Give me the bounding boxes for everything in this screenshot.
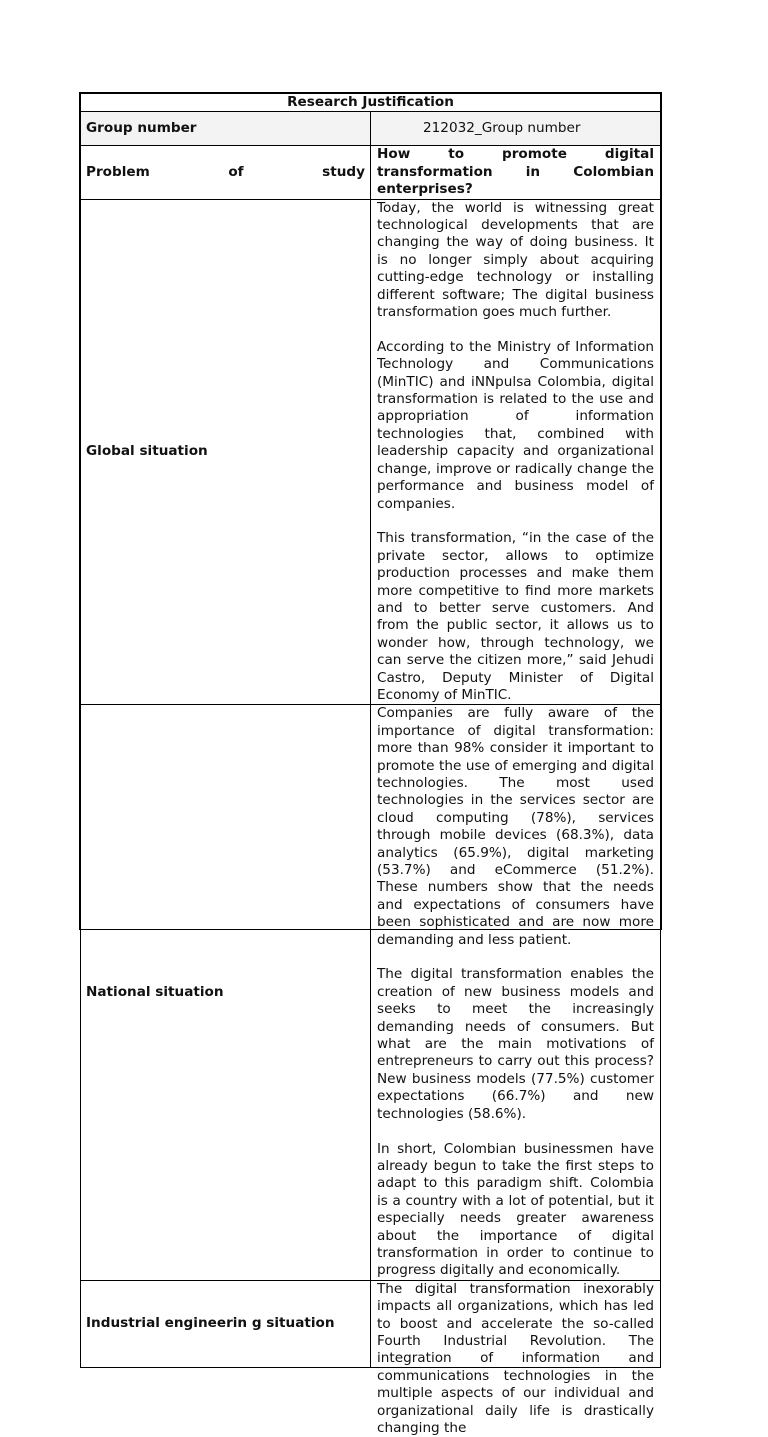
group-value: 212032_Group number	[371, 112, 661, 146]
national-paragraph: The digital transformation enables the creation of new business models and seeks to meet the increasingly demanding needs of consumers. But what are the main motivations of entrepreneurs to carry out this process? New business models (77.5%) customer expectations (66.7%) and new technologies (58.6%).	[377, 966, 654, 1122]
global-content	[371, 199, 661, 705]
global-paragraph: This transformation, “in the case of the private sector, allows to optimize production processes and make them more competitive to find more markets and to better serve customers. And from the public sector, it allows us to wonder how, through technology, we can serve the citizen more,” said Jehudi Castro, Deputy Minister of Digital Economy of MinTIC.	[377, 530, 654, 703]
global-row	[81, 199, 661, 705]
group-label: Group number	[81, 112, 371, 146]
justification-table	[80, 93, 661, 1436]
national-content	[371, 705, 661, 1280]
national-paragraph: In short, Colombian businessmen have already begun to take the first steps to adapt to this paradigm shift. Colombia is a country with a lot of potential, but it especially needs greater awareness about the importance of digital transformation in order to continue to progress digitally and economically.	[377, 1140, 654, 1279]
global-paragraph: According to the Ministry of Information Technology and Communications (MinTIC) and iNNpulsa Colombia, digital transformation is related to the use and appropriation of information technologies that, combined with leadership capacity and organizational change, improve or radically change the performance and business model of companies.	[377, 338, 654, 512]
national-paragraph: Companies are fully aware of the importance of digital transformation: more than 98% consider it important to promote the use of emerging and digital technologies. The most used technologies in the services sector are cloud computing (78%), services through mobile devices (68.3%), data analytics (65.9%), digital marketing (53.7%) and eCommerce (51.2%). These numbers show that the needs and expectations of consumers have been sophisticated and are now more demanding and less patient.	[377, 705, 654, 948]
problem-value: How to promote digital transformation in Colombian enterprises?	[371, 146, 661, 199]
industrial-content	[371, 1280, 661, 1436]
group-row	[81, 112, 661, 146]
industrial-row	[81, 1280, 661, 1367]
problem-row	[81, 146, 661, 199]
problem-label: Problem of study	[81, 146, 371, 199]
industrial-label: Industrial engineerin g situation	[81, 1280, 371, 1367]
global-label: Global situation	[81, 199, 371, 705]
research-justification-document	[79, 92, 662, 1436]
title-row	[81, 94, 661, 112]
global-paragraph: Today, the world is witnessing great technological developments that are changing the way of doing business. It is no longer simply about acquiring cutting-edge technology or installing different software; The digital business transformation goes much further.	[377, 199, 654, 321]
industrial-clip	[377, 1280, 654, 1436]
national-label: National situation	[81, 705, 371, 1280]
industrial-paragraph: The digital transformation inexorably impacts all organizations, which has led to boost and accelerate the so-called Fourth Industrial Revolution. The integration of information and communications technologies in the multiple aspects of our individual and organizational daily life is drastically changing the	[377, 1280, 654, 1436]
table-title: Research Justification	[81, 94, 661, 112]
national-row	[81, 705, 661, 1280]
